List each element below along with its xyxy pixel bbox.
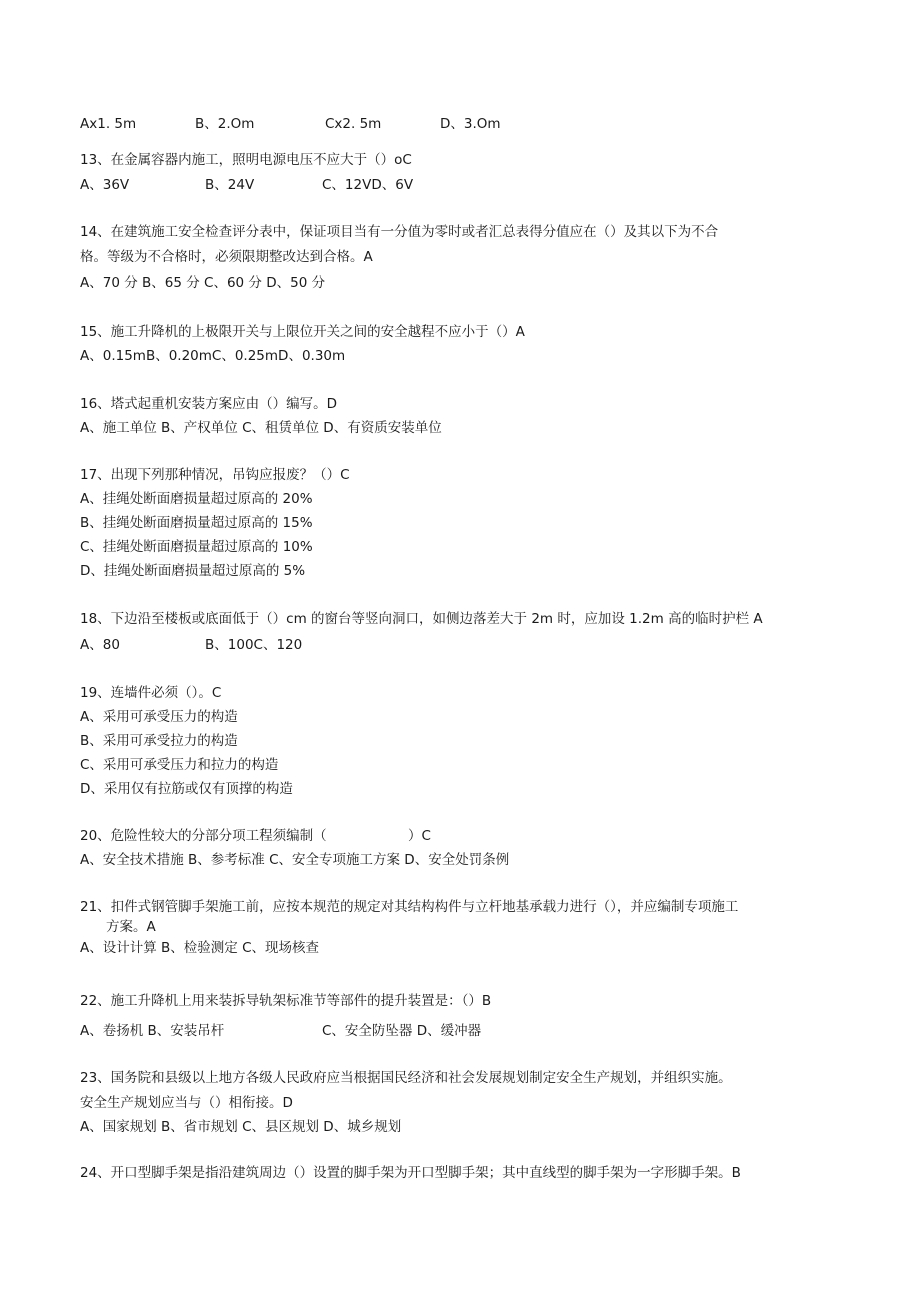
q20-question-end: ）C bbox=[408, 828, 431, 844]
q18-question: 18、下边沿至楼板或底面低于（）cm 的窗台等竖向洞口，如侧边落差大于 2m 时，应加设 1.2m 高的临时护栏 A bbox=[80, 611, 763, 627]
q13-question: 13、在金属容器内施工，照明电源电压不应大于（）oC bbox=[80, 152, 412, 168]
q23-options: A、国家规划 B、省市规划 C、县区规划 D、城乡规划 bbox=[80, 1119, 402, 1135]
q13-option-a: A、36V bbox=[80, 177, 130, 193]
q21-options: A、设计计算 B、检验测定 C、现场核查 bbox=[80, 940, 320, 956]
q16-options: A、施工单位 B、产权单位 C、租赁单位 D、有资质安装单位 bbox=[80, 420, 442, 436]
q22-option-cd: C、安全防坠器 D、缓冲器 bbox=[322, 1023, 482, 1039]
q18-option-bc: B、100C、120 bbox=[205, 637, 303, 653]
q12-option-d: D、3.Om bbox=[440, 116, 501, 132]
q14-question-line1: 14、在建筑施工安全检查评分表中，保证项目当有一分值为零时或者汇总表得分值应在（）及其以下为不合 bbox=[80, 224, 719, 240]
q12-option-a: Ax1. 5m bbox=[80, 116, 137, 132]
q17-option-a: A、挂绳处断面磨损量超过原高的 20% bbox=[80, 491, 313, 507]
q15-options: A、0.15mB、0.20mC、0.25mD、0.30m bbox=[80, 348, 346, 364]
q19-question: 19、连墙件必须（）。C bbox=[80, 685, 222, 701]
q15-question: 15、施工升降机的上极限开关与上限位开关之间的安全越程不应小于（）A bbox=[80, 324, 525, 340]
q21-question-line1: 21、扣件式钢管脚手架施工前，应按本规范的规定对其结构构件与立杆地基承载力进行（），并应编制专项施工 bbox=[80, 899, 739, 915]
q22-option-ab: A、卷扬机 B、安装吊杆 bbox=[80, 1023, 225, 1039]
q13-option-cd: C、12VD、6V bbox=[322, 177, 414, 193]
q17-question: 17、出现下列那种情况，吊钩应报废？（）C bbox=[80, 467, 350, 483]
q13-option-b: B、24V bbox=[205, 177, 255, 193]
q19-option-a: A、采用可承受压力的构造 bbox=[80, 709, 238, 725]
q18-option-a: A、80 bbox=[80, 637, 120, 653]
q12-option-c: Cx2. 5m bbox=[325, 116, 382, 132]
q12-option-b: B、2.Om bbox=[195, 116, 255, 132]
q19-option-d: D、采用仅有拉筋或仅有顶撑的构造 bbox=[80, 781, 293, 797]
q19-option-b: B、采用可承受拉力的构造 bbox=[80, 733, 238, 749]
q16-question: 16、塔式起重机安装方案应由（）编写。D bbox=[80, 396, 338, 412]
q20-options: A、安全技术措施 B、参考标准 C、安全专项施工方案 D、安全处罚条例 bbox=[80, 852, 510, 868]
q22-question: 22、施工升降机上用来装拆导轨架标准节等部件的提升装置是：（）B bbox=[80, 993, 492, 1009]
q17-option-d: D、挂绳处断面磨损量超过原高的 5% bbox=[80, 563, 306, 579]
q19-option-c: C、采用可承受压力和拉力的构造 bbox=[80, 757, 279, 773]
q23-question-line2: 安全生产规划应当与（）相衔接。D bbox=[80, 1095, 293, 1111]
q24-question: 24、开口型脚手架是指沿建筑周边（）设置的脚手架为开口型脚手架；其中直线型的脚手架为一字形脚手架。B bbox=[80, 1165, 741, 1181]
q23-question-line1: 23、国务院和县级以上地方各级人民政府应当根据国民经济和社会发展规划制定安全生产规划，并组织实施。 bbox=[80, 1070, 732, 1086]
q14-question-line2: 格。等级为不合格时，必须限期整改达到合格。A bbox=[80, 249, 373, 265]
q17-option-b: B、挂绳处断面磨损量超过原高的 15% bbox=[80, 515, 313, 531]
q21-question-line2: 方案。A bbox=[106, 919, 156, 935]
q14-options: A、70 分 B、65 分 C、60 分 D、50 分 bbox=[80, 275, 326, 291]
q17-option-c: C、挂绳处断面磨损量超过原高的 10% bbox=[80, 539, 313, 555]
q20-question: 20、危险性较大的分部分项工程须编制（ bbox=[80, 828, 327, 844]
q12-options bbox=[80, 115, 136, 133]
